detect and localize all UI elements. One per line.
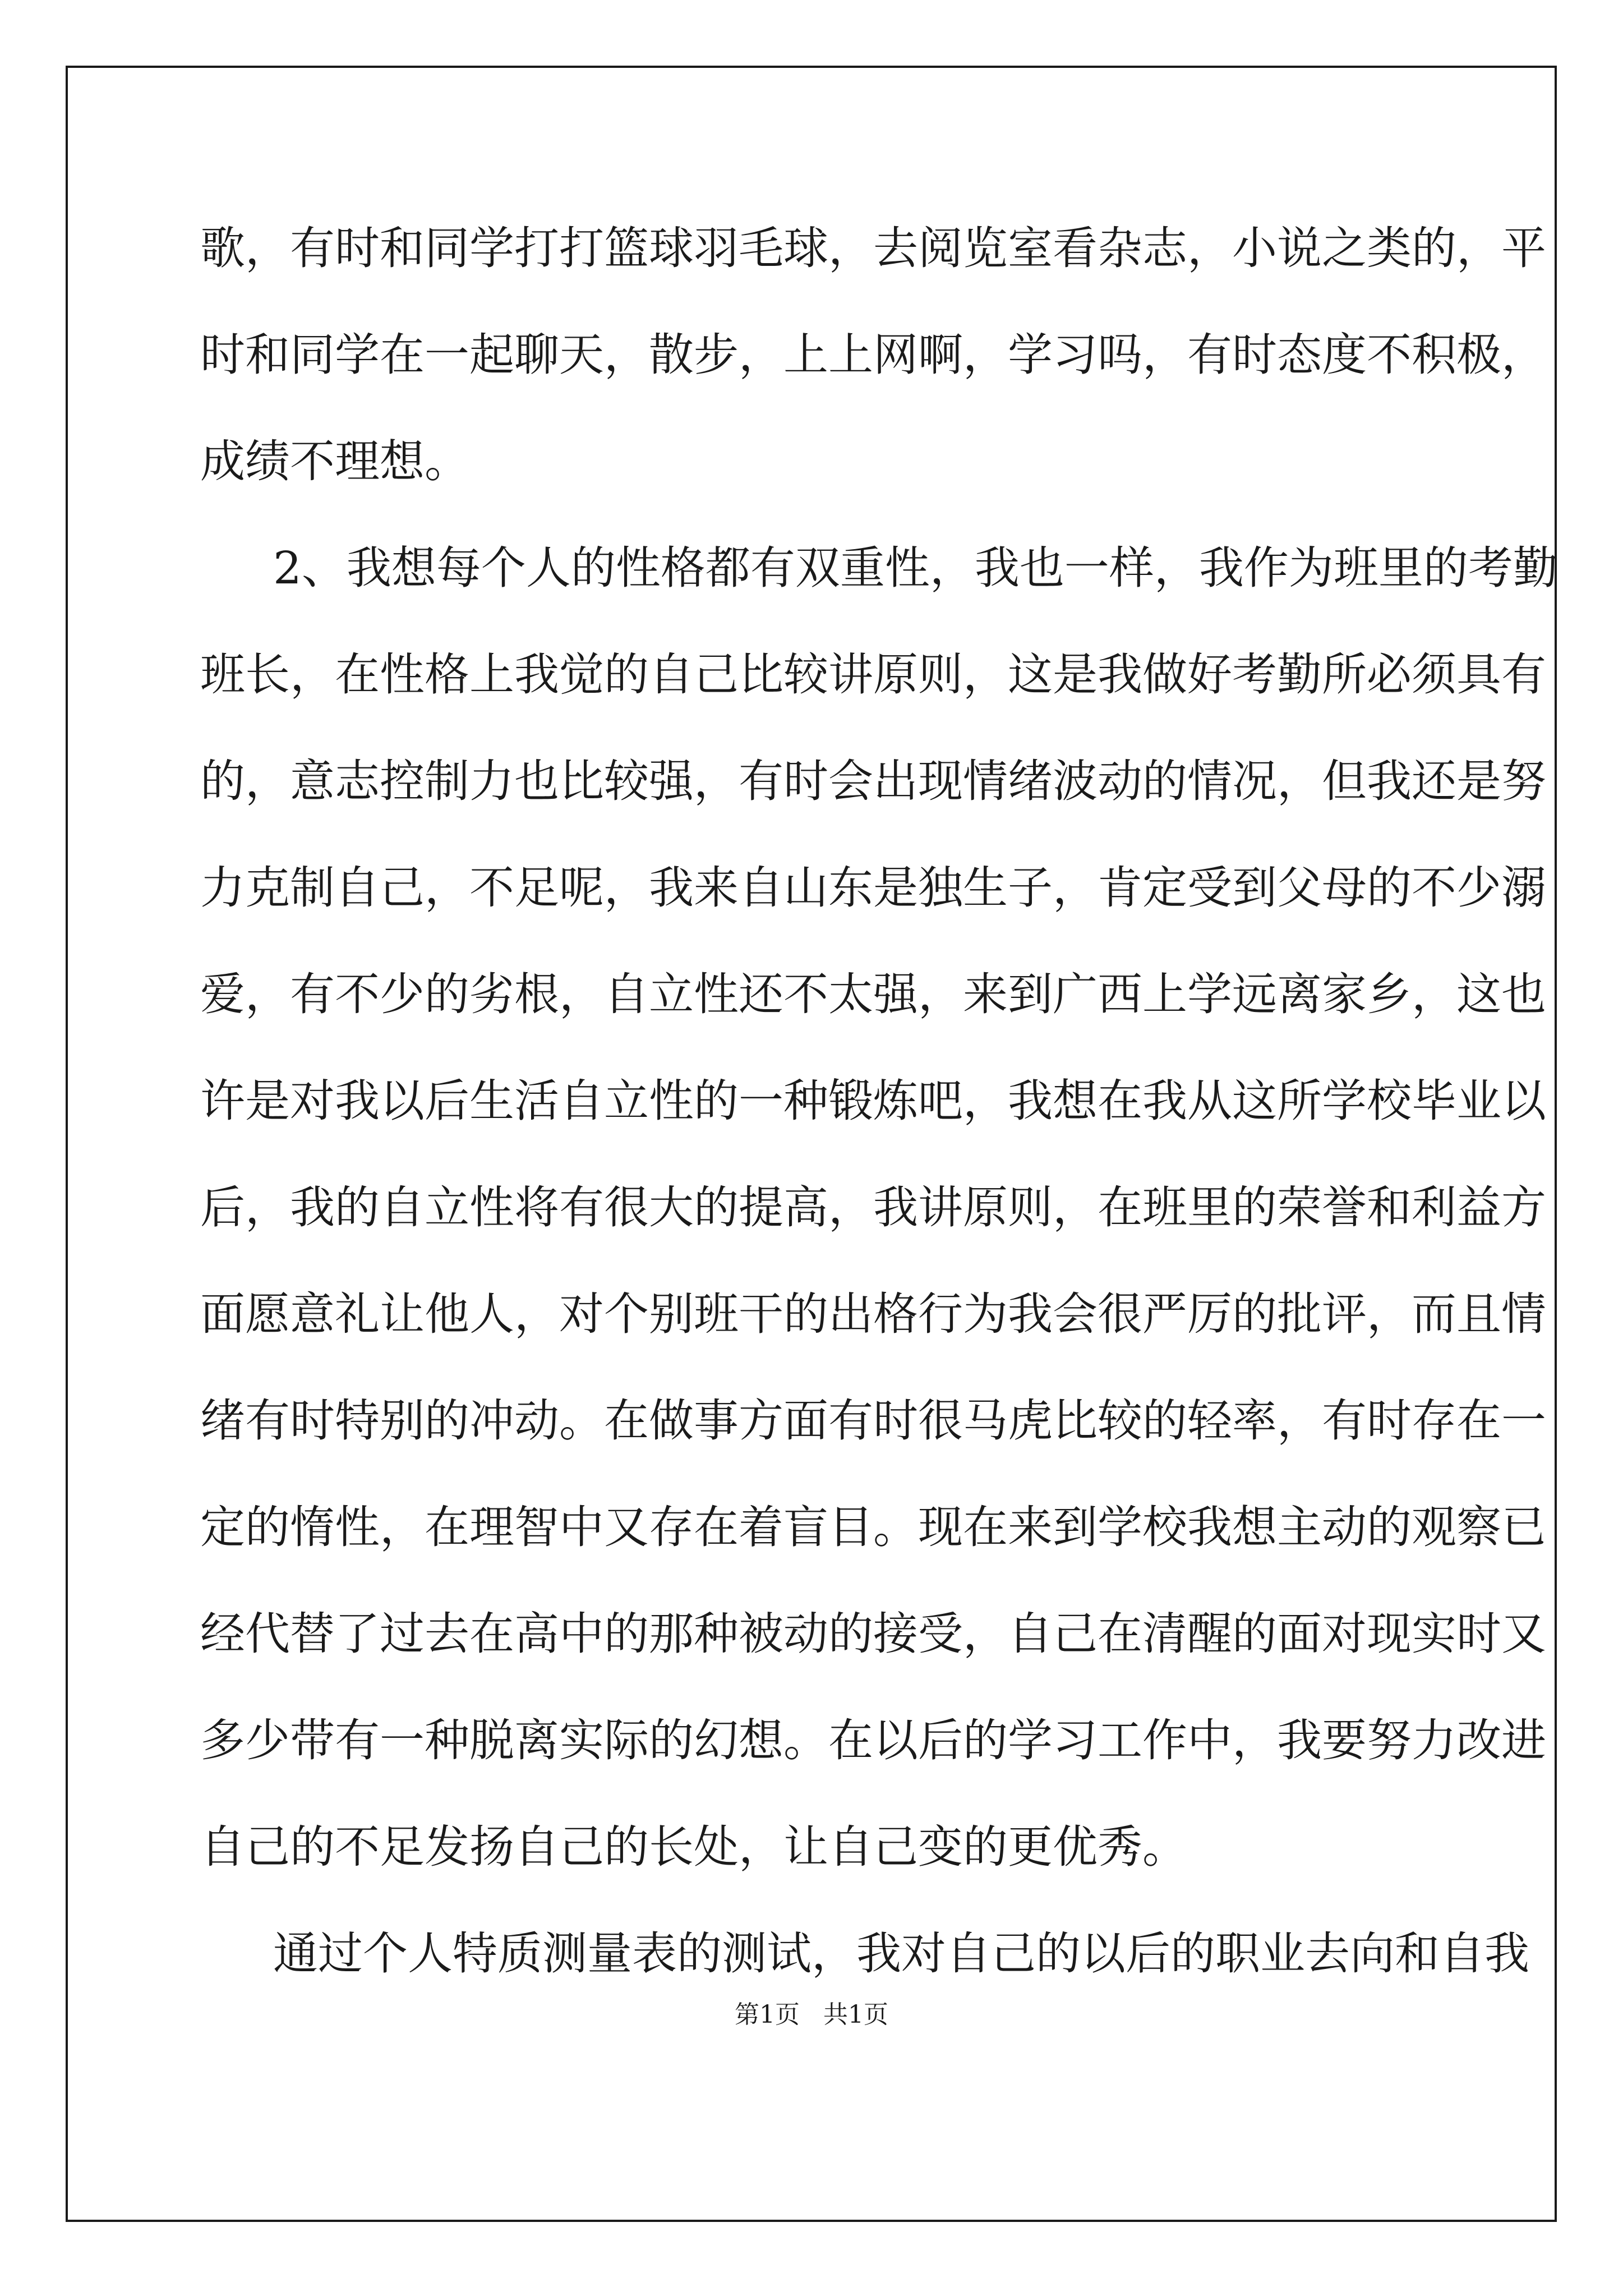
text-line: 绪有时特别的冲动。在做事方面有时很马虎比较的轻率，有时存在一 (200, 1395, 1546, 1447)
text-line: 2、我想每个人的性格都有双重性，我也一样，我作为班里的考勤 (273, 542, 1558, 594)
text-line: 许是对我以后生活自立性的一种锻炼吧，我想在我从这所学校毕业以 (200, 1075, 1546, 1127)
text-line: 的，意志控制力也比较强，有时会出现情绪波动的情况，但我还是努 (200, 755, 1546, 807)
text-line: 面愿意礼让他人，对个别班干的出格行为我会很严厉的批评，而且情 (200, 1288, 1546, 1340)
text-line: 班长，在性格上我觉的自己比较讲原则，这是我做好考勤所必须具有 (200, 648, 1546, 701)
text-line: 经代替了过去在高中的那种被动的接受，自己在清醒的面对现实时又 (200, 1608, 1546, 1660)
text-line: 多少带有一种脱离实际的幻想。在以后的学习工作中，我要努力改进 (200, 1714, 1546, 1766)
text-line: 时和同学在一起聊天，散步，上上网啊，学习吗，有时态度不积极， (200, 329, 1546, 381)
text-line: 自己的不足发扬自己的长处，让自己变的更优秀。 (200, 1821, 1187, 1873)
page-footer: 第1页 共1页 (735, 2000, 888, 2029)
text-line: 歌，有时和同学打打篮球羽毛球，去阅览室看杂志，小说之类的，平 (200, 222, 1546, 274)
text-line: 爱，有不少的劣根，自立性还不太强，来到广西上学远离家乡，这也 (200, 968, 1546, 1020)
text-line: 定的惰性，在理智中又存在着盲目。现在来到学校我想主动的观察已 (200, 1501, 1546, 1553)
document-body (200, 195, 1558, 2007)
text-line: 后，我的自立性将有很大的提高，我讲原则，在班里的荣誉和利益方 (200, 1181, 1546, 1234)
text-line: 力克制自己，不足呢，我来自山东是独生子，肯定受到父母的不少溺 (200, 862, 1546, 914)
text-line: 通过个人特质测量表的测试，我对自己的以后的职业去向和自我 (273, 1927, 1529, 1980)
text-line: 成绩不理想。 (200, 435, 469, 487)
